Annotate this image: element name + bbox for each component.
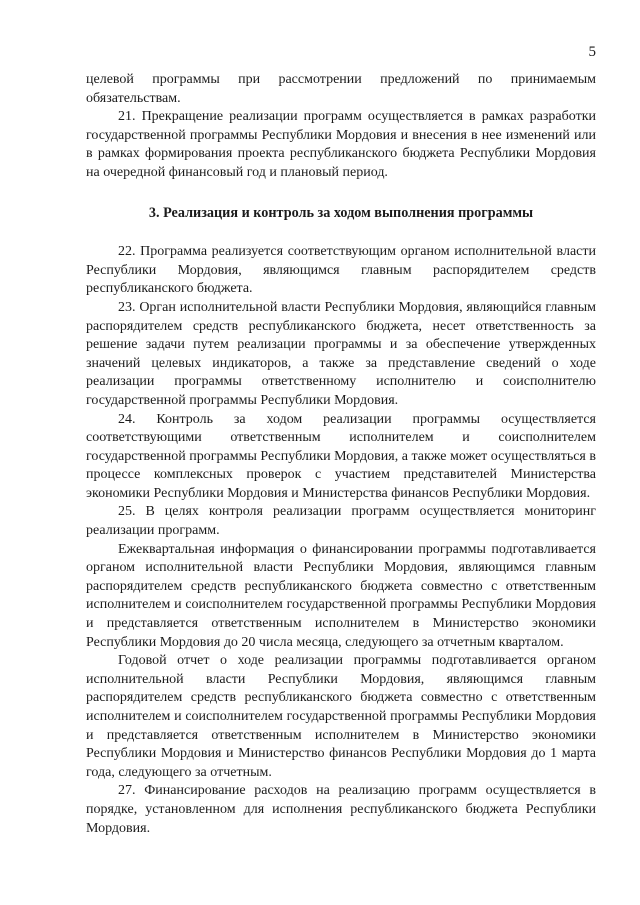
document-body <box>86 71 596 838</box>
paragraph-27: 27. Финансирование расходов на реализацию программ осуществляется в порядке, установленном для исполнения республиканского бюджета Республики Мордовия. <box>86 783 596 836</box>
paragraph-24: 24. Контроль за ходом реализации программы осуществляется соответствующими ответственным исполнителем и соисполнителем государственной программы Республики Мордовия, а также может осуществляться в процессе комплексных проверок с участием представителей Министерства экономики Республики Мордовия и Министерства финансов Республики Мордовия. <box>86 411 596 501</box>
paragraph-22: 22. Программа реализуется соответствующим органом исполнительной власти Республики Мордовия, являющимся главным распорядителем средств республиканского бюджета. <box>86 244 596 297</box>
page-number: 5 <box>588 44 596 60</box>
paragraph-annual-report: Годовой отчет о ходе реализации программы подготавливается органом исполнительной власти Республики Мордовия, являющимся главным распорядителем средств республиканского бюджета совместно с ответственным исполнителем и соисполнителем государственной программы Республики Мордовия и представляется ответственным исполнителем в Министерство экономики Республики Мордовия и Министерство финансов Республики Мордовия до 1 марта года, следующего за отчетным. <box>86 653 596 780</box>
paragraph-25: 25. В целях контроля реализации программ осуществляется мониторинг реализации программ. <box>86 504 596 539</box>
paragraph-21: 21. Прекращение реализации программ осуществляется в рамках разработки государственной программы Республики Мордовия и внесения в нее изменений или в рамках формирования проекта республиканского бюджета Республики Мордовия на очередной финансовый год и плановый период. <box>86 109 596 180</box>
paragraph-quarterly-info: Ежеквартальная информация о финансировании программы подготавливается органом исполнительной власти Республики Мордовия, являющимся главным распорядителем средств республиканского бюджета совместно с ответственным исполнителем и соисполнителем государственной программы Республики Мордовия и представляется ответственным исполнителем в Министерство экономики Республики Мордовия до 20 числа месяца, следующего за отчетным кварталом. <box>86 541 596 650</box>
section-heading: 3. Реализация и контроль за ходом выполнения программы <box>148 204 534 221</box>
paragraph-continuation: целевой программы при рассмотрении предложений по принимаемым обязательствам. <box>86 72 596 106</box>
paragraph-23: 23. Орган исполнительной власти Республики Мордовия, являющийся главным распорядителем средств республиканского бюджета, несет ответственность за решение задачи путем реализации программы и за обеспечение утвержденных значений целевых индикаторов, а также за представление сведений о ходе реализации программы ответственному исполнителю и соисполнителю государственной программы Республики Мордовия. <box>86 299 596 408</box>
